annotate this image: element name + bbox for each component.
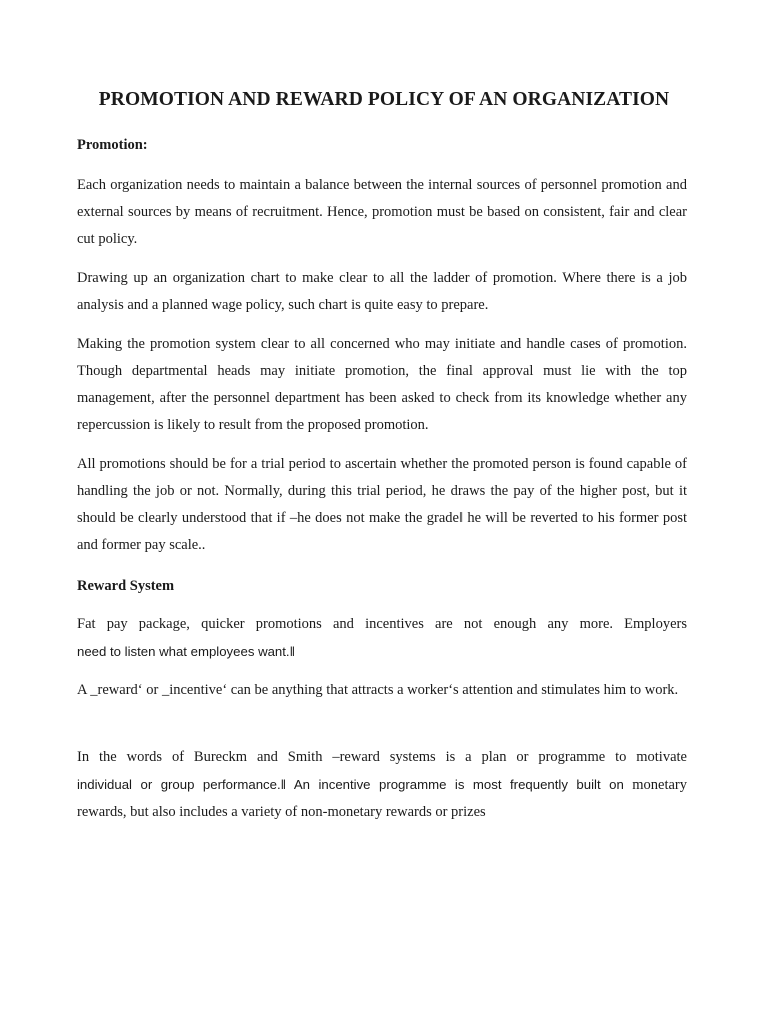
- paragraph-organization-chart: Drawing up an organization chart to make clear to all the ladder of promotion. Where there is a job analysis and a planned wage policy, such chart is quite easy to prepare.: [77, 270, 687, 313]
- section-heading-promotion: Promotion:: [77, 137, 148, 153]
- paragraph-reward-definition: A _reward‘ or _incentive‘ can be anything that attracts a worker‘s attention and stimulates him to work.: [77, 682, 679, 698]
- paragraph-line: rewards, but also includes a variety of non-monetary rewards or prizes: [77, 804, 486, 820]
- paragraph-fragment: individual or group performance.ǁ An incentive programme is most frequently built on: [77, 777, 624, 792]
- paragraph-fragment: monetary: [623, 777, 687, 793]
- section-heading-reward-system: Reward System: [77, 578, 175, 594]
- paragraph-bureckm-smith: [77, 744, 687, 826]
- paragraph-line: need to listen what employees want.ǁ: [77, 644, 296, 659]
- paragraph-line: Fat pay package, quicker promotions and incentives are not enough any more. Employers: [77, 616, 687, 632]
- document-title: PROMOTION AND REWARD POLICY OF AN ORGANIZATION: [98, 89, 670, 110]
- paragraph-line: In the words of Bureckm and Smith –reward systems is a plan or programme to motivate: [77, 749, 687, 765]
- paragraph-line-mixed: [77, 771, 687, 799]
- paragraph-balance: Each organization needs to maintain a balance between the internal sources of personnel promotion and external sources by means of recruitment. Hence, promotion must be based on consistent, fair and clear cut policy.: [77, 177, 687, 247]
- paragraph-trial-period: All promotions should be for a trial period to ascertain whether the promoted person is found capable of handling the job or not. Normally, during this trial period, he draws the pay of the higher post, but it should be clearly understood that if –he does not make the gradeǁ he will be reverted to his former post and former pay scale..: [77, 456, 687, 553]
- paragraph-promotion-system: Making the promotion system clear to all concerned who may initiate and handle cases of promotion. Though departmental heads may initiate promotion, the final approval must lie with the top management, after the personnel department has been asked to check from its knowledge whether any repercussion is likely to result from the proposed promotion.: [77, 336, 687, 433]
- paragraph-pay-package: [77, 611, 687, 665]
